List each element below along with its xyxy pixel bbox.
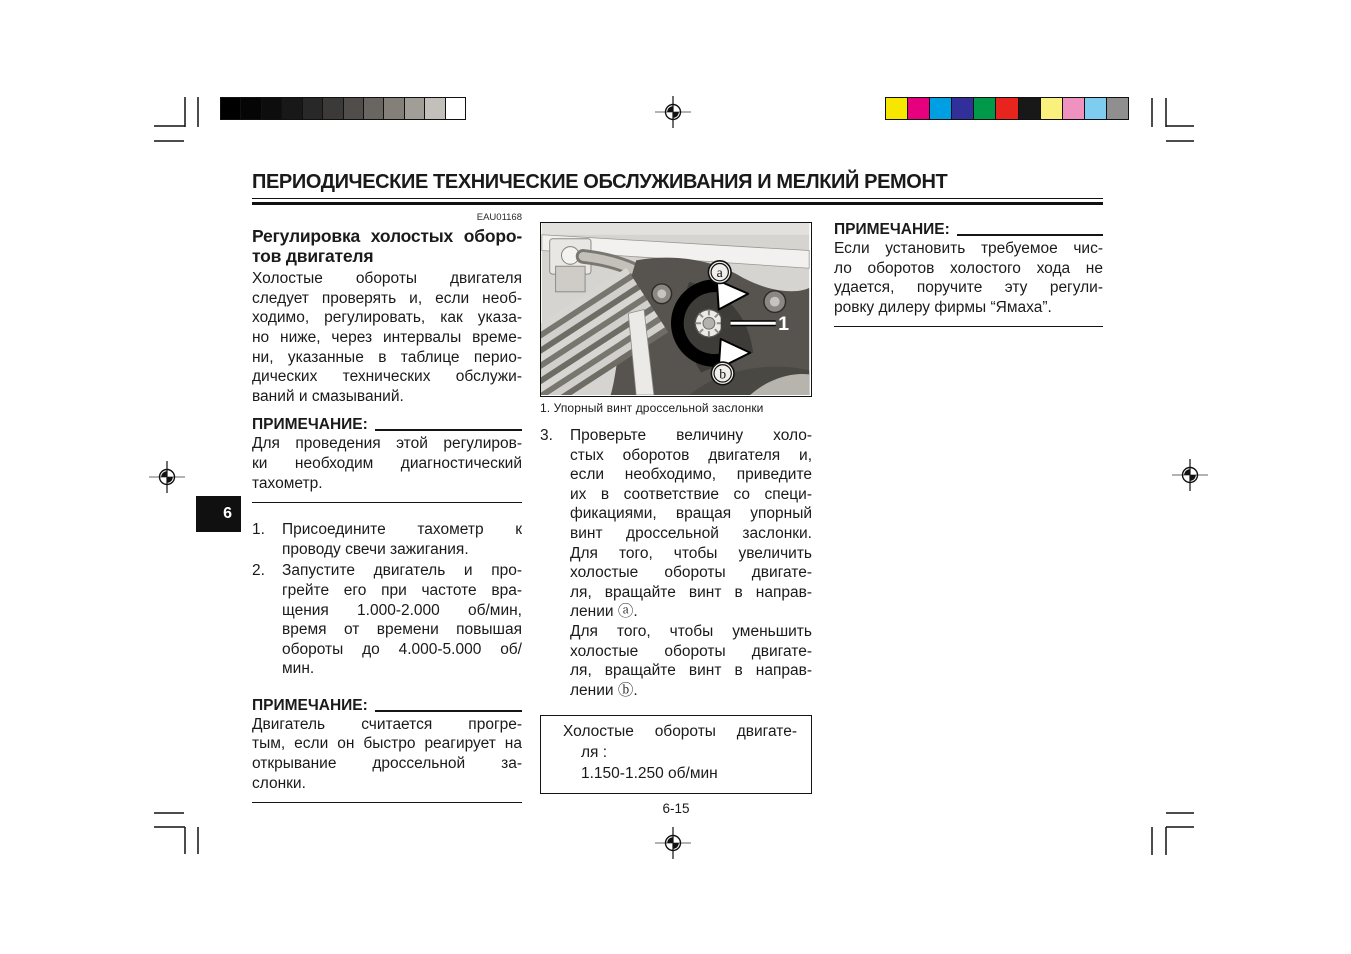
note1-header [252,413,522,434]
calibration-swatch [364,98,384,119]
page-number: 6-15 [662,801,690,817]
section-tab-6: 6 [196,496,241,532]
calibration-swatch [908,98,930,119]
calibration-swatch [344,98,364,119]
crop-marks-bottom-right [1152,813,1194,855]
steps-list [252,520,522,679]
step-2-text: Запустите двигатель и про- грейте его при частоте вра- щения 1.000-2.000 об/мин, время от времени повышая обороты до 4.000-5.000 об/ мин. [282,562,522,678]
calibration-swatch [1085,98,1107,119]
registration-mark-bottom [655,827,691,859]
note2-text: Двигатель считается прогре- тым, если он быстро реагирует на открывание дроссельной за- слонки. [252,715,522,792]
callout-a [708,261,731,284]
crop-marks-top-left [154,97,198,141]
idle-speed-spec-box [540,715,812,794]
step-1-text: Присоедините тахометр к проводу свечи зажигания. [282,521,522,558]
calibration-swatch [384,98,404,119]
step-3 [540,426,812,700]
note3-header [834,218,1103,239]
note3-end-rule [834,326,1103,327]
note2-rule [375,710,522,712]
crop-marks-bottom-left [154,813,198,854]
calibration-swatch [1019,98,1041,119]
calibration-swatch [221,98,241,119]
step-1-number: 1. [252,521,265,539]
note3-label: ПРИМЕЧАНИЕ: [834,221,950,238]
step-3-text: Проверьте величину холо- стых оборотов двигателя и, если необходимо, приведите их в соответствие со специ- фикациями, вращая упорный винт дроссельной заслонки. Для того, чтобы увеличить холостые обороты двигате- ля, вращайте винт в направ- лении ⓐ. Для того, чтобы уменьшить холостые обороты двигате- ля, вращайте винт в направ- лении ⓑ. [570,427,812,699]
calibration-swatch [1041,98,1063,119]
svg-text:a: a [716,265,723,281]
calibration-swatch [323,98,343,119]
svg-text:b: b [719,366,727,382]
note1-text: Для проведения этой регулиров- ки необходим диагностический тахометр. [252,435,522,492]
middle-column [540,222,812,816]
calibration-swatch [930,98,952,119]
calibration-swatch [303,98,323,119]
note3-text: Если установить требуемое чис- ло оборотов холостого хода не удается, поручите эту регули- ровку дилеру фирмы “Ямаха”. [834,240,1103,316]
figure-caption: 1. Упорный винт дроссельной заслонки [540,401,764,415]
left-column [252,212,522,803]
engine-photo [540,222,812,397]
intro-paragraph: Холостые обороты двигателя следует проверять и, если необ- ходимо, регулировать, как указа- но ниже, через интервалы време- ни, указанные в таблице перио- дических технических обслужи- ваний и смазываний. [252,270,522,405]
calibration-swatch [241,98,261,119]
calibration-swatch [1063,98,1085,119]
page-title: ПЕРИОДИЧЕСКИЕ ТЕХНИЧЕСКИЕ ОБСЛУЖИВАНИЯ И МЕЛКИЙ РЕМОНТ [252,171,948,193]
calibration-swatch [1107,98,1128,119]
registration-mark-right [1172,459,1208,491]
grayscale-calibration-bar [220,97,466,120]
engine-photo-drawing [541,223,810,395]
step-3-number: 3. [540,427,553,444]
section-code: EAU01168 [476,212,522,223]
note2-label: ПРИМЕЧАНИЕ: [252,696,368,714]
step-2 [252,561,522,679]
header-double-rule [252,198,1103,205]
spec-line-3: 1.150-1.250 об/мин [581,765,718,783]
calibration-swatch [974,98,996,119]
step-1 [252,520,522,559]
note3-rule [957,234,1103,236]
calibration-swatch [425,98,445,119]
color-calibration-bar [885,97,1129,120]
note1-rule [375,429,522,431]
spec-line-2: ля : [581,744,608,762]
calibration-swatch [262,98,282,119]
calibration-swatch [405,98,425,119]
note1-label: ПРИМЕЧАНИЕ: [252,416,368,434]
calibration-swatch [282,98,302,119]
calibration-swatch [952,98,974,119]
step-2-number: 2. [252,562,265,580]
registration-mark-left [149,461,185,493]
callout-1-label: 1 [778,313,790,336]
crop-marks-top-right [1152,98,1194,141]
calibration-swatch [446,98,465,119]
callout-b [711,362,734,385]
section-heading: Регулировка холостых оборо- тов двигателя [252,226,522,266]
note1-end-rule [252,502,522,503]
spec-line-1: Холостые обороты двигате- [563,723,797,741]
note2-header [252,694,522,715]
note2-end-rule [252,802,522,803]
calibration-swatch [886,98,908,119]
registration-mark-top [655,96,691,128]
right-column [834,218,1103,327]
calibration-swatch [996,98,1018,119]
